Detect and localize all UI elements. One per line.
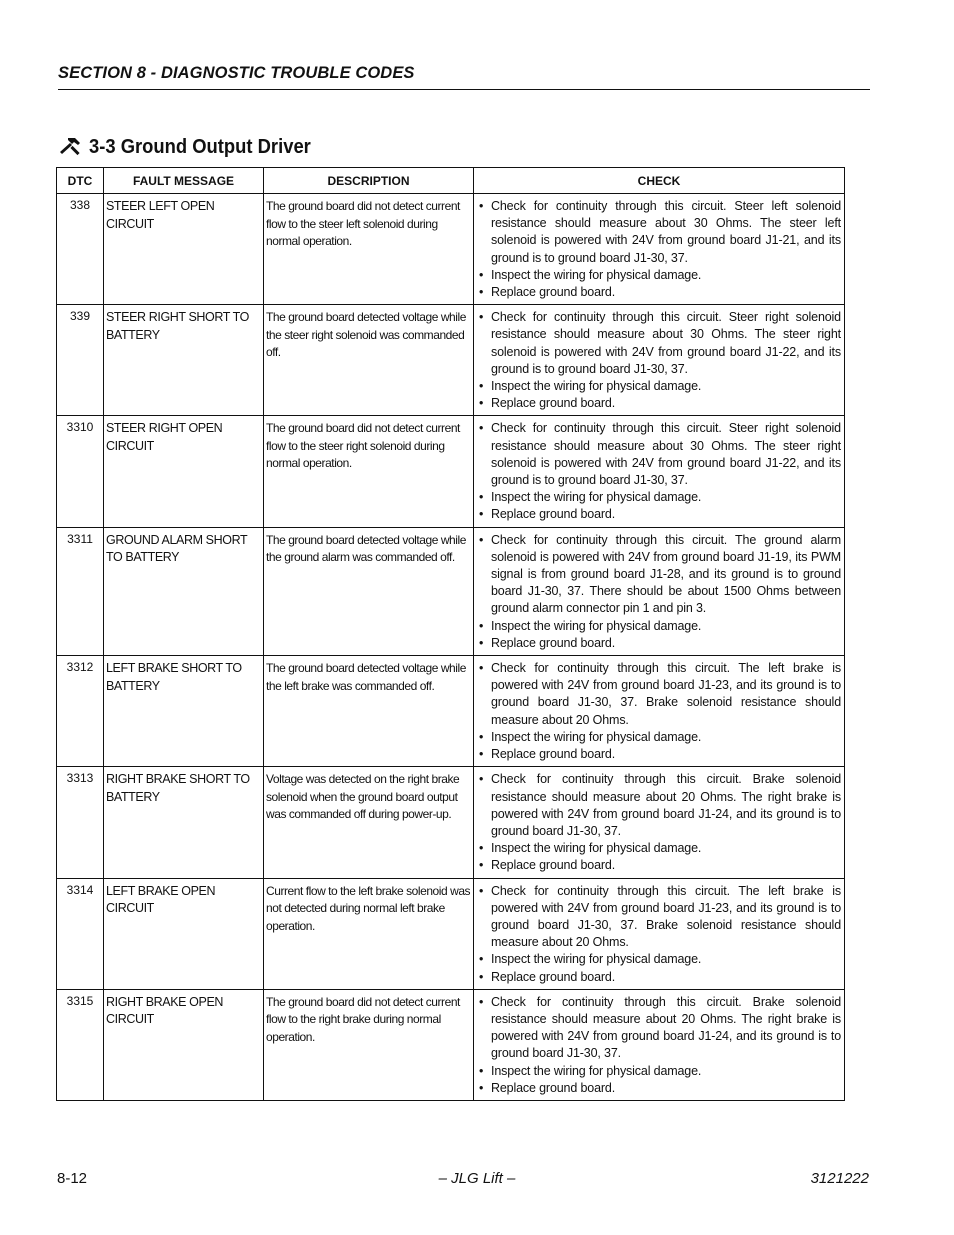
section-header: SECTION 8 - DIAGNOSTIC TROUBLE CODES	[58, 64, 415, 82]
dtc-code-cell: 339	[57, 305, 104, 416]
check-list	[477, 309, 841, 412]
check-cell	[474, 527, 845, 655]
check-item: • Check for continuity through this circuit. Steer left solenoid resistance should measure about 30 Ohms. The steer left solenoid is powered with 24V from ground board J1-21, and its ground is to ground board J1-30, 37.	[477, 198, 841, 267]
fault-message-cell: LEFT BRAKE OPEN CIRCUIT	[104, 878, 264, 989]
table-row	[57, 527, 845, 655]
check-cell	[474, 878, 845, 989]
check-item: • Inspect the wiring for physical damage.	[477, 489, 841, 506]
description-cell: The ground board did not detect current flow to the steer left solenoid during normal operation.	[264, 194, 474, 305]
fault-message-cell: GROUND ALARM SHORT TO BATTERY	[104, 527, 264, 655]
check-list	[477, 994, 841, 1097]
check-item: • Check for continuity through this circuit. The left brake is powered with 24V from ground board J1-23, and its ground is to ground board J1-30, 37. Brake solenoid resistance should measure about 20 Ohms.	[477, 660, 841, 729]
check-list	[477, 198, 841, 301]
check-item: • Check for continuity through this circuit. Steer right solenoid resistance should measure about 30 Ohms. The steer right solenoid is powered with 24V from ground board J1-22, and its ground is to ground board J1-30, 37.	[477, 309, 841, 378]
check-cell	[474, 194, 845, 305]
table-row	[57, 767, 845, 878]
check-item: • Replace ground board.	[477, 506, 841, 523]
dtc-code-cell: 338	[57, 194, 104, 305]
description-cell: Current flow to the left brake solenoid was not detected during normal left brake operation.	[264, 878, 474, 989]
check-item: • Inspect the wiring for physical damage.	[477, 618, 841, 635]
dtc-code-cell: 3312	[57, 656, 104, 767]
document-number: 3121222	[810, 1170, 869, 1187]
check-list	[477, 660, 841, 763]
dtc-code-cell: 3311	[57, 527, 104, 655]
dtc-code-cell: 3313	[57, 767, 104, 878]
check-item: • Replace ground board.	[477, 635, 841, 652]
hammer-icon	[57, 135, 83, 159]
check-item: • Check for continuity through this circuit. The ground alarm solenoid is powered with 24V from ground board J1-19, its PWM signal is from ground board J1-28, and its ground is to ground board J1-30, 37. There should be about 1500 Ohms between ground alarm connector pin 1 and pin 3.	[477, 532, 841, 618]
table-row	[57, 194, 845, 305]
description-cell: The ground board did not detect current flow to the steer right solenoid during normal operation.	[264, 416, 474, 527]
table-row	[57, 416, 845, 527]
column-header-fault-message: FAULT MESSAGE	[104, 168, 264, 194]
description-cell: The ground board did not detect current flow to the right brake during normal operation.	[264, 989, 474, 1100]
column-header-dtc: DTC	[57, 168, 104, 194]
check-item: • Check for continuity through this circuit. Steer right solenoid resistance should measure about 30 Ohms. The steer right solenoid is powered with 24V from ground board J1-22, and its ground is to ground board J1-30, 37.	[477, 420, 841, 489]
check-item: • Check for continuity through this circuit. Brake solenoid resistance should measure about 20 Ohms. The right brake is powered with 24V from ground board J1-24, and its ground is to ground board J1-30, 37.	[477, 771, 841, 840]
column-header-check: CHECK	[474, 168, 845, 194]
description-cell: Voltage was detected on the right brake solenoid when the ground board output was commanded off during power-up.	[264, 767, 474, 878]
check-item: • Replace ground board.	[477, 1080, 841, 1097]
table-row	[57, 989, 845, 1100]
dtc-code-cell: 3314	[57, 878, 104, 989]
check-item: • Replace ground board.	[477, 746, 841, 763]
check-item: • Inspect the wiring for physical damage.	[477, 1063, 841, 1080]
check-item: • Check for continuity through this circuit. Brake solenoid resistance should measure about 20 Ohms. The right brake is powered with 24V from ground board J1-24, and its ground is to ground board J1-30, 37.	[477, 994, 841, 1063]
fault-message-cell: STEER LEFT OPEN CIRCUIT	[104, 194, 264, 305]
check-item: • Inspect the wiring for physical damage.	[477, 378, 841, 395]
description-cell: The ground board detected voltage while the left brake was commanded off.	[264, 656, 474, 767]
check-cell	[474, 767, 845, 878]
check-list	[477, 883, 841, 986]
check-cell	[474, 416, 845, 527]
description-cell: The ground board detected voltage while the ground alarm was commanded off.	[264, 527, 474, 655]
check-list	[477, 420, 841, 523]
description-cell: The ground board detected voltage while the steer right solenoid was commanded off.	[264, 305, 474, 416]
dtc-code-cell: 3315	[57, 989, 104, 1100]
check-list	[477, 771, 841, 874]
dtc-table	[56, 167, 845, 1101]
check-cell	[474, 656, 845, 767]
fault-message-cell: STEER RIGHT OPEN CIRCUIT	[104, 416, 264, 527]
table-row	[57, 878, 845, 989]
check-list	[477, 532, 841, 652]
check-item: • Inspect the wiring for physical damage.	[477, 267, 841, 284]
check-cell	[474, 305, 845, 416]
fault-message-cell: RIGHT BRAKE SHORT TO BATTERY	[104, 767, 264, 878]
column-header-description: DESCRIPTION	[264, 168, 474, 194]
check-item: • Inspect the wiring for physical damage.	[477, 951, 841, 968]
fault-message-cell: STEER RIGHT SHORT TO BATTERY	[104, 305, 264, 416]
dtc-code-cell: 3310	[57, 416, 104, 527]
section-title	[57, 133, 330, 161]
check-item: • Replace ground board.	[477, 969, 841, 986]
check-cell	[474, 989, 845, 1100]
fault-message-cell: LEFT BRAKE SHORT TO BATTERY	[104, 656, 264, 767]
header-divider	[58, 89, 870, 90]
check-item: • Replace ground board.	[477, 857, 841, 874]
dtc-table-body	[57, 194, 845, 1101]
check-item: • Replace ground board.	[477, 395, 841, 412]
check-item: • Replace ground board.	[477, 284, 841, 301]
table-row	[57, 656, 845, 767]
check-item: • Inspect the wiring for physical damage.	[477, 729, 841, 746]
check-item: • Inspect the wiring for physical damage.	[477, 840, 841, 857]
check-item: • Check for continuity through this circuit. The left brake is powered with 24V from ground board J1-23, and its ground is to ground board J1-30, 37. Brake solenoid resistance should measure about 20 Ohms.	[477, 883, 841, 952]
table-row	[57, 305, 845, 416]
fault-message-cell: RIGHT BRAKE OPEN CIRCUIT	[104, 989, 264, 1100]
section-title-text: 3-3 Ground Output Driver	[89, 135, 311, 158]
page-number: 8-12	[57, 1170, 88, 1187]
footer-publisher: – JLG Lift –	[438, 1170, 516, 1187]
table-header-row	[57, 168, 845, 194]
